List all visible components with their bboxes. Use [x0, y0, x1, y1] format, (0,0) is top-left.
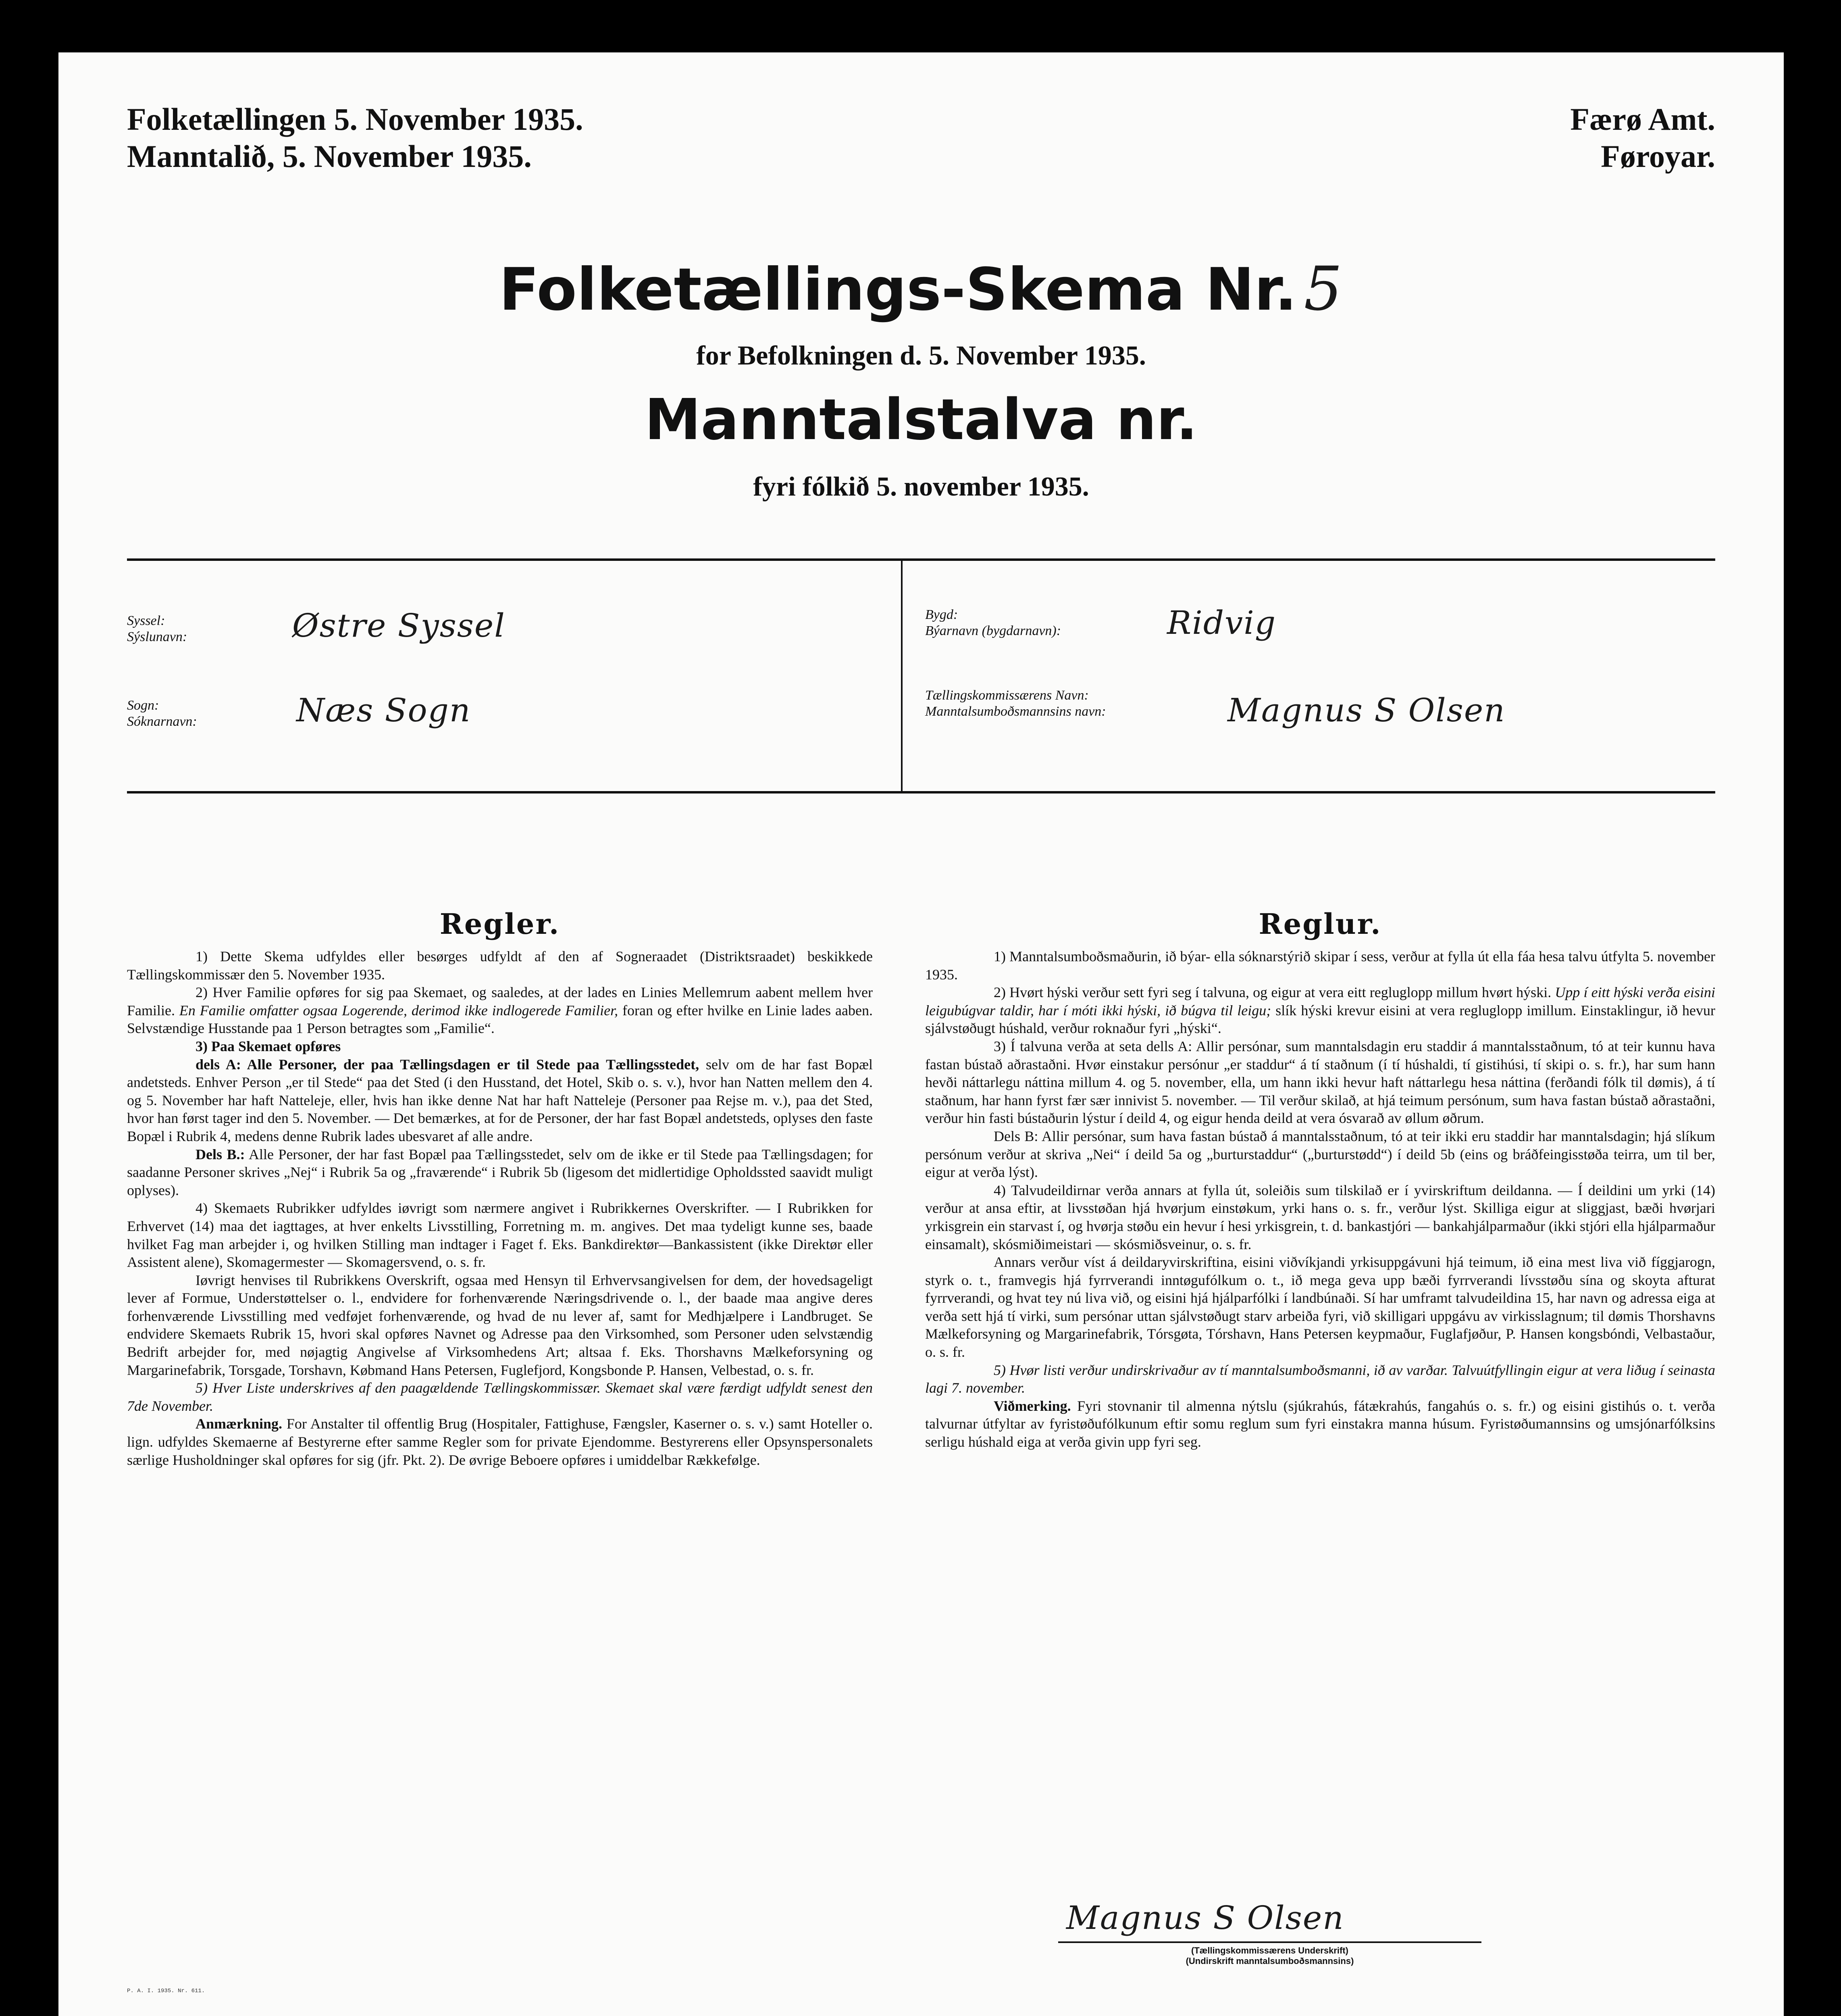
signature-line [1058, 1941, 1481, 1943]
reglur-vidmerking [925, 1397, 1715, 1451]
regler-point-2 [127, 983, 873, 1037]
reglur-vidmerking-bold: Viðmerking. [994, 1397, 1071, 1414]
regler-point-4: 4) Skemaets Rubrikker udfyldes iøvrigt som nærmere angivet i Rubrikkernes Overskrifter. — I Rubrikken for Erhvervet (14) maa det iagttages, at hver enkelts Livsstilling, Forretning m. m. angives. Det maa tydeligt kunne ses, baade hvilket Fag man arbejder i, og hvilken Stilling man indtager i Faget f. Eks. Bankdirektør—Bankassistent (ikke Direktør eller Assistent alene), Skomagermester — Skomagersvend, o. s. fr. [127, 1200, 873, 1270]
reglur-point-1: 1) Manntalsumboðsmaðurin, ið býar- ella sóknarstýrið skipar í sess, verður at fylla út ella fáa hesa talvu útfylta 5. november 1935. [925, 948, 1715, 983]
regler-point-3a-text: selv om de har fast Bopæl andetsteds. Enhver Person „er til Stede“ paa det Sted (i den Husstand, det Hotel, Skib o. s. v.), hvor han Natten mellem den 4. og 5. November har haft Natteleje, eller, hvis han ikke denne Nat har haft Natteleje (Personer paa Rejse m. v.), paa det Sted, hvor han først tager ind den 5. November. — Det bemærkes, at for de Personer, der har fast Bopæl andetsteds, oplyses den faste Bopæl i Rubrik 4, medens denne Rubrik lades ubesvaret af alle andre. [127, 1056, 873, 1144]
reglur-vidmerking-text: Fyri stovnanir til almenna nýtslu (sjúkrahús, fátækrahús, fangahús o. s. fr.) og eisini gistihús o. t. verða talvurnar útfyltar av fyristøðufólkunum eftir somu reglum sum fyri einstakra manna húsum. Fyristøðumannsins og umsjónarfólksins serligu húshald eiga at verða givin upp fyri seg. [925, 1397, 1716, 1450]
form-subtitle-faroese: fyri fólkið 5. november 1935. [753, 471, 1089, 502]
reglur-point-4b: Annars verður víst á deildaryvirskriftina, eisini viðvíkjandi yrkisuppgávuni hjá teimum, ið eina mest liva við fíggjarogn, styrk o. t., framvegis hjá fyrrverandi inntøgufólkum o. t., ið mega geva upp bæði fyrrverandi lívsstøðu sína og skoyta afturat fyrrverandi, og hvat tey nú liva við, og eisini hjá hjálparfólki í landbúnaði. Sí har umframt talvudeildina 15, har navn og adressa eiga at verða sett hjá tí virki, sum persónar uttan sjálvstøðugt starv arbeiða fyri, við skilligari uppgávu av virkisslagnum; til dømis Thorshavns Mælkeforsyning og Margarinefabrik, Tórsgøta, Tórshavn, Hans Petersen keypmaður, Fuglafjøður, P. Hansen kongsbóndi, Velbastaður, o. s. fr. [925, 1254, 1715, 1360]
kommissaer-label-da: Tællingskommissærens Navn: [925, 688, 1089, 703]
census-form-sheet [58, 52, 1784, 2016]
regler-point-4b: Iøvrigt henvises til Rubrikkens Overskrift, ogsaa med Hensyn til Erhvervsangivelsen for dem, der hovedsageligt lever af Formue, Understøttelser o. l., endvidere for forhenværende Næringsdrivende o. l., der baade maa angive deres forhenværende Livsstilling med vedføjet forhenværende, og hvad de nu lever af, samt for Medhjælpere i Landbruget. Se endvidere Skemaets Rubrik 15, hvori skal opføres Navnet og Adresse paa den Virksomhed, som Personer uden selvstændig Bedrift arbejder for, med nøjagtig Angivelse af Virksomhedens Art; altsaa f. Eks. Thorshavns Mælkeforsyning og Margarinefabrik, Torsgade, Torshavn, Købmand Hans Petersen, Fuglefjord, Kongsbonde P. Hansen, Velbestad, o. s. fr. [127, 1272, 873, 1378]
regler-point-1: 1) Dette Skema udfyldes eller besørges udfyldt af den af Sogneraadet (Distriktsraadet) beskikkede Tællingskommissær den 5. November 1935. [127, 948, 873, 983]
sogn-label [127, 698, 197, 730]
signature-caption-fo: (Undirskrift manntalsumboðsmannsins) [1186, 1956, 1354, 1966]
sogn-label-fo: Sóknarnavn: [127, 714, 197, 729]
regler-point-3b [127, 1145, 873, 1200]
bygd-label [925, 607, 1061, 639]
field-divider [901, 558, 903, 792]
header-left [127, 101, 583, 175]
syssel-label-da: Syssel: [127, 613, 165, 628]
syssel-label [127, 613, 187, 645]
bottom-rule [127, 791, 1715, 793]
header-right-line2: Føroyar. [1601, 139, 1715, 174]
regler-point-5: 5) Hver Liste underskrives af den paagældende Tællingskommissær. Skemaet skal være færdigt udfyldt senest den 7de November. [127, 1380, 873, 1414]
form-title-main: Folketællings-Skema Nr. [499, 256, 1297, 324]
regler-point-2a: 2) Hver Familie opføres for sig paa Skemaet, og saaledes, at der lades en Linies Mellemrum aabent mellem hver Familie. [127, 984, 873, 1018]
bygd-value: Ridvig [1167, 604, 1277, 641]
regler-anmaerkning [127, 1415, 873, 1469]
regler-point-2c: foran og efter hvilke en Linie lades aaben. Selvstændige Husstande paa 1 Person betragtes som „Familie“. [127, 1002, 873, 1037]
reglur-point-3a: 3) Í talvuna verða at seta dells A: Allir persónar, sum manntalsdagin eru staddir á manntalsstaðnum, tó at teir kunnu hava fastan bústað aðrastaðni. Hvør einstakur persónur „er staddur“ á tí staðnum (í tí húshaldi, tí gistihúsi, tí skipi o. s. fr.), har sum hann hevði náttarlegu náttina millum 4. og 5. november, ella, um hann ikki hevur haft náttarlegu hesa náttina (ferðandi fólk til dømis), á tí staðnum, har hann fyrst fær sær innivist 5. november. — Til verður skilað, at hjá teimum persónum, sum hava fastan bústað aðrastaðni, verður hin fasti bústaðurin lýstur í deild 4, og eigur henda deild at vera ósvarað av øllum øðrum. [925, 1038, 1715, 1127]
regler-point-3-head: 3) Paa Skemaet opføres [196, 1038, 341, 1054]
syssel-label-fo: Sýslunavn: [127, 629, 187, 644]
header-right-line1: Færø Amt. [1570, 102, 1715, 137]
form-number-handwritten: 5 [1304, 254, 1343, 324]
signature-handwritten: Magnus S Olsen [1066, 1899, 1344, 1937]
bygd-label-fo: Býarnavn (bygdarnavn): [925, 623, 1061, 638]
regler-point-3b-bold: Dels B.: [196, 1146, 245, 1162]
header-right [1570, 101, 1715, 175]
regler-point-3b-text: Alle Personer, der har fast Bopæl paa Tællingsstedet, selv om de ikke er til Stede paa Tællingsdagen; for saadanne Personer skrives „Nej“ i Rubrik 5a og „fraværende“ i Rubrik 5b (ligesom det midlertidige Opholdssted saavidt muligt oplyses). [127, 1146, 873, 1198]
reglur-point-4: 4) Talvudeildirnar verða annars at fylla út, soleiðis sum tilskilað er í yvirskriftum deildanna. — Í deildini um yrki (14) verður at ansa eftir, at livsstøðan hjá hvørjum einstøkum, yrki hans o. s. fr., verður lýst. Skilliga eigur at sliggjast, bæði hvørjari yrkisgrein ein starvast í, og hvørja støðu ein hevur í hesi yrkisgrein, t. d. bankastjóri — bankahjálparmaður (ikki stjóri ella hjálparmaður einsamalt), skósmiðimeistari — skósmiðsveinur, o. s. fr. [925, 1182, 1715, 1252]
kommissaer-label-fo: Manntalsumboðsmannsins navn: [925, 704, 1106, 719]
form-title-faroese: Manntalstalva nr. [645, 387, 1198, 453]
reglur-point-2b: Upp í eitt hýski verða eisini leigubúgvar taldir, har í móti ikki hýski, ið búgva til leigu; [925, 984, 1716, 1018]
reglur-point-2 [925, 983, 1715, 1037]
syssel-value: Østre Syssel [292, 607, 505, 644]
reglur-point-2a: 2) Hvørt hýski verður sett fyri seg í talvuna, og eigur at vera eitt regluglopp millum hvørt hýski. [994, 984, 1552, 1001]
reglur-column [925, 948, 1715, 1451]
form-title [58, 254, 1784, 324]
regler-title: Regler. [439, 907, 560, 941]
sogn-value: Næs Sogn [296, 691, 471, 729]
reglur-point-5: 5) Hvør listi verður undirskrivaður av tí manntalsumboðsmanni, ið av varðar. Talvuútfyllingin eigur at vera liðug í seinasta lagi 7. november. [925, 1362, 1715, 1396]
regler-point-3a [127, 1056, 873, 1145]
sogn-label-da: Sogn: [127, 698, 159, 713]
form-subtitle: for Befolkningen d. 5. November 1935. [696, 340, 1146, 371]
regler-point-3a-bold: dels A: Alle Personer, der paa Tællingsdagen er til Stede paa Tællingsstedet, [196, 1056, 699, 1073]
reglur-title: Reglur. [1259, 907, 1382, 941]
regler-column [127, 948, 873, 1469]
print-code: P. A. I. 1935. Nr. 611. [127, 1988, 205, 1994]
header-left-line1: Folketællingen 5. November 1935. [127, 102, 583, 137]
top-rule [127, 558, 1715, 561]
header-left-line2: Manntalið, 5. November 1935. [127, 139, 532, 174]
regler-anmaerkning-text: For Anstalter til offentlig Brug (Hospitaler, Fattighuse, Fængsler, Kaserner o. s. v.) samt Hoteller o. lign. udfyldes Skemaerne af Bestyrerne efter samme Regler som for private Ejendomme. Bestyrerens eller Opsynspersonalets særlige Husholdninger skal opføres for sig (jfr. Pkt. 2). De øvrige Beboere opføres i umiddelbar Rækkefølge. [127, 1416, 873, 1468]
signature-caption-da: (Tællingskommissærens Underskrift) [1191, 1945, 1348, 1956]
regler-point-2b: En Familie omfatter ogsaa Logerende, derimod ikke indlogerede Familier, [179, 1002, 618, 1018]
reglur-point-3b: Dels B: Allir persónar, sum hava fastan bústað á manntalsstaðnum, tó at teir ikki eru staddir har manntalsdagin; hjá slíkum persónum verður at skriva „Nei“ í deild 5a og „burturstaddur“ („burturstødd“) í deild 5b (eins og bráðfeingisstøða teirra, um til ber, eigur at verða lýst). [925, 1128, 1715, 1181]
bygd-label-da: Bygd: [925, 607, 958, 622]
signature-caption [1058, 1945, 1481, 1966]
regler-anmaerkning-bold: Anmærkning. [196, 1416, 283, 1432]
reglur-point-2c: slík hýski krevur eisini at vera regluglopp imillum. Einstaklingur, ið hevur sjálvstøðugt húshald, verður roknaður fyri „hýski“. [925, 1002, 1716, 1037]
kommissaer-label [925, 687, 1106, 720]
kommissaer-value: Magnus S Olsen [1227, 691, 1506, 729]
